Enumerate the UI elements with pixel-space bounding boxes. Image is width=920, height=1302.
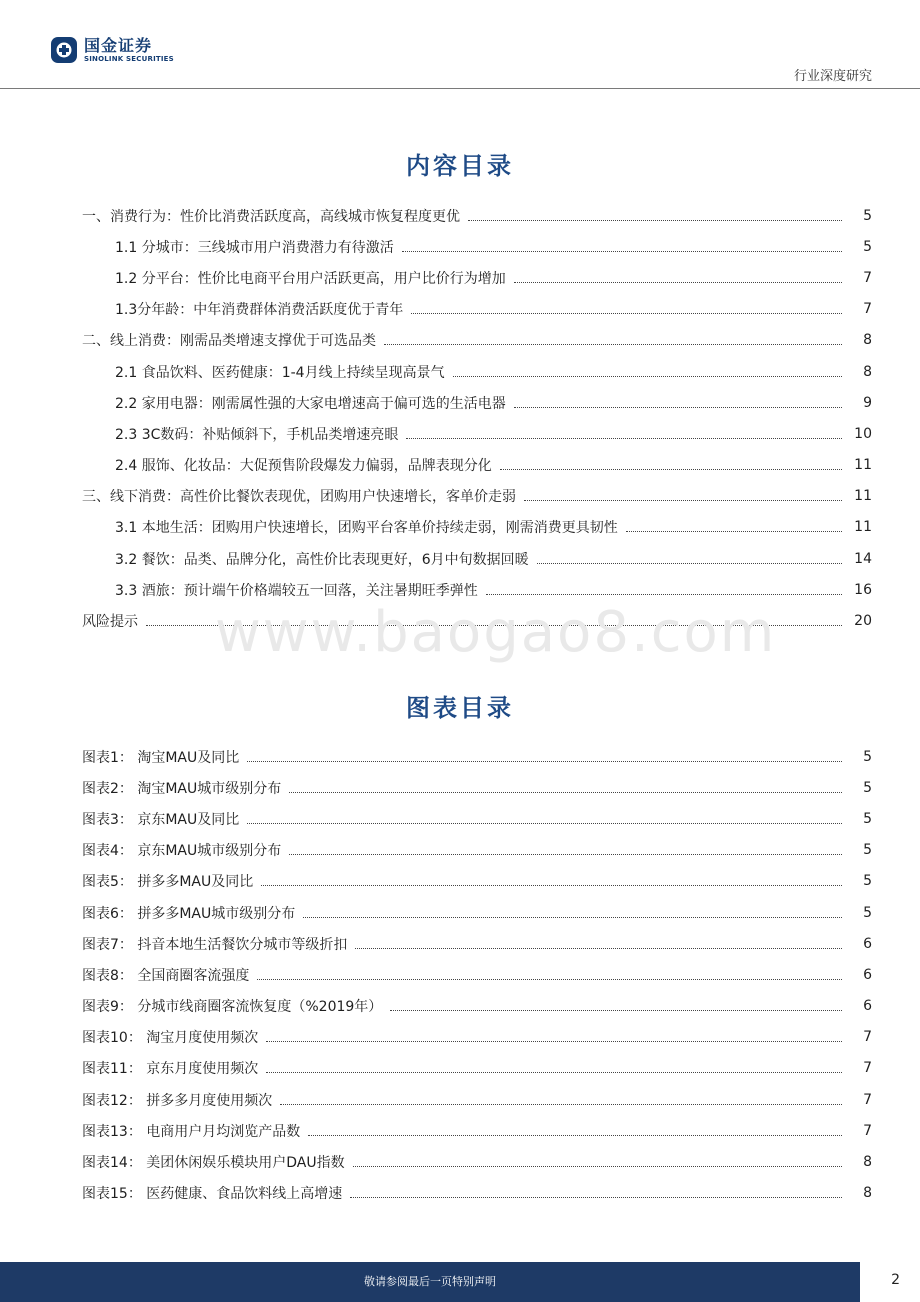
toc-entry[interactable] bbox=[82, 200, 872, 231]
toc-entry-page: 7 bbox=[863, 1060, 872, 1077]
toc-entry-label: 图表2： 淘宝MAU城市级别分布 bbox=[82, 780, 282, 797]
toc-entry-page: 5 bbox=[863, 779, 872, 796]
toc-entry-page: 8 bbox=[863, 1185, 872, 1202]
toc-entry-page: 7 bbox=[863, 1122, 872, 1139]
toc-entry[interactable] bbox=[82, 418, 872, 449]
toc-entry-label: 图表3： 京东MAU及同比 bbox=[82, 811, 240, 828]
toc-entry-label: 图表4： 京东MAU城市级别分布 bbox=[82, 843, 282, 860]
report-type-label: 行业深度研究 bbox=[793, 69, 872, 84]
toc-entry-page: 6 bbox=[863, 966, 872, 983]
toc-entry-label: 图表14： 美团休闲娱乐模块用户DAU指数 bbox=[82, 1155, 345, 1172]
toc-entry-label: 1.2 分平台：性价比电商平台用户活跃更高，用户比价行为增加 bbox=[115, 270, 506, 287]
toc-entry-page: 16 bbox=[854, 581, 872, 598]
toc-entry[interactable] bbox=[82, 387, 872, 418]
toc-entry-page: 9 bbox=[863, 394, 872, 411]
figure-entry[interactable] bbox=[82, 1053, 872, 1084]
toc-entry-label: 图表10： 淘宝月度使用频次 bbox=[82, 1030, 259, 1047]
toc-entry-label: 3.2 餐饮：品类、品牌分化，高性价比表现更好，6月中旬数据回暖 bbox=[115, 551, 529, 568]
toc-entry-page: 8 bbox=[863, 363, 872, 380]
figure-entry[interactable] bbox=[82, 1084, 872, 1115]
toc-entry[interactable] bbox=[82, 543, 872, 574]
dot-leader bbox=[280, 1103, 842, 1105]
toc-entry[interactable] bbox=[82, 294, 872, 325]
header-divider bbox=[0, 88, 920, 89]
dot-leader bbox=[524, 499, 842, 501]
figure-entry[interactable] bbox=[82, 803, 872, 834]
sinolink-logo-icon bbox=[50, 36, 78, 64]
toc-entry-label: 3.3 酒旅：预计端午价格端较五一回落，关注暑期旺季弹性 bbox=[115, 582, 478, 599]
logo-english-name: SINOLINK SECURITIES bbox=[84, 54, 174, 63]
dot-leader bbox=[500, 468, 842, 470]
toc-entry-label: 一、消费行为：性价比消费活跃度高，高线城市恢复程度更优 bbox=[82, 208, 460, 225]
dot-leader bbox=[390, 1009, 842, 1011]
toc-entry-page: 20 bbox=[854, 613, 872, 630]
toc-entry-page: 5 bbox=[863, 904, 872, 921]
toc-entry-page: 5 bbox=[863, 873, 872, 890]
figure-entry[interactable] bbox=[82, 772, 872, 803]
dot-leader bbox=[257, 978, 842, 980]
dot-leader bbox=[355, 947, 842, 949]
footer-bar bbox=[0, 1262, 860, 1302]
toc-entry-label: 图表15： 医药健康、食品饮料线上高增速 bbox=[82, 1186, 343, 1203]
dot-leader bbox=[261, 884, 842, 886]
figure-entry[interactable] bbox=[82, 835, 872, 866]
dot-leader bbox=[411, 312, 842, 314]
toc-entry-label: 二、线上消费：刚需品类增速支撑优于可选品类 bbox=[82, 333, 376, 350]
toc-entry-label: 图表13： 电商用户月均浏览产品数 bbox=[82, 1123, 301, 1140]
dot-leader bbox=[384, 343, 842, 345]
toc-entry-label: 2.2 家用电器：刚需属性强的大家电增速高于偏可选的生活电器 bbox=[115, 395, 506, 412]
toc-entry[interactable] bbox=[82, 481, 872, 512]
toc-entry-label: 图表9： 分城市线商圈客流恢复度（%2019年） bbox=[82, 999, 383, 1016]
figure-entry[interactable] bbox=[82, 959, 872, 990]
toc-entry-page: 11 bbox=[854, 519, 872, 536]
dot-leader bbox=[486, 593, 842, 595]
contents-title: 内容目录 bbox=[406, 152, 514, 180]
dot-leader bbox=[402, 250, 842, 252]
dot-leader bbox=[514, 281, 842, 283]
toc-entry-page: 5 bbox=[863, 238, 872, 255]
dot-leader bbox=[247, 760, 842, 762]
company-logo bbox=[50, 36, 174, 64]
toc-entry-page: 10 bbox=[854, 425, 872, 442]
figure-entry[interactable] bbox=[82, 866, 872, 897]
figure-entry[interactable] bbox=[82, 991, 872, 1022]
dot-leader bbox=[266, 1040, 842, 1042]
logo-chinese-name: 国金证券 bbox=[84, 35, 153, 55]
figures-list bbox=[82, 741, 872, 1209]
figures-title: 图表目录 bbox=[406, 694, 514, 722]
dot-leader bbox=[453, 375, 842, 377]
toc-entry-label: 图表11： 京东月度使用频次 bbox=[82, 1061, 259, 1078]
figure-entry[interactable] bbox=[82, 1146, 872, 1177]
toc-entry-label: 图表7： 抖音本地生活餐饮分城市等级折扣 bbox=[82, 936, 348, 953]
dot-leader bbox=[353, 1165, 842, 1167]
toc-entry-page: 7 bbox=[863, 1029, 872, 1046]
figure-entry[interactable] bbox=[82, 1115, 872, 1146]
toc-entry-page: 5 bbox=[863, 207, 872, 224]
dot-leader bbox=[626, 530, 842, 532]
toc-entry-label: 三、线下消费：高性价比餐饮表现优，团购用户快速增长，客单价走弱 bbox=[82, 489, 516, 506]
dot-leader bbox=[289, 791, 842, 793]
dot-leader bbox=[303, 916, 842, 918]
toc-entry-page: 5 bbox=[863, 748, 872, 765]
dot-leader bbox=[266, 1071, 842, 1073]
toc-entry[interactable] bbox=[82, 262, 872, 293]
toc-entry-page: 14 bbox=[854, 550, 872, 567]
toc-entry-label: 图表6： 拼多多MAU城市级别分布 bbox=[82, 905, 296, 922]
page-number: 2 bbox=[891, 1272, 900, 1288]
toc-entry[interactable] bbox=[82, 325, 872, 356]
toc-entry-page: 6 bbox=[863, 998, 872, 1015]
dot-leader bbox=[289, 853, 842, 855]
toc-entry-page: 6 bbox=[863, 935, 872, 952]
figure-entry[interactable] bbox=[82, 1022, 872, 1053]
toc-entry-page: 8 bbox=[863, 1154, 872, 1171]
toc-entry-label: 3.1 本地生活：团购用户快速增长，团购平台客单价持续走弱，刚需消费更具韧性 bbox=[115, 520, 618, 537]
dot-leader bbox=[350, 1196, 842, 1198]
toc-entry-label: 2.3 3C数码：补贴倾斜下，手机品类增速亮眼 bbox=[115, 426, 399, 443]
toc-entry-label: 2.4 服饰、化妆品：大促预售阶段爆发力偏弱，品牌表现分化 bbox=[115, 458, 492, 475]
dot-leader bbox=[406, 437, 842, 439]
toc-entry-page: 7 bbox=[863, 269, 872, 286]
toc-entry-label: 图表12： 拼多多月度使用频次 bbox=[82, 1092, 273, 1109]
toc-entry-page: 7 bbox=[863, 301, 872, 318]
toc-entry-page: 11 bbox=[854, 488, 872, 505]
toc-entry-page: 7 bbox=[863, 1091, 872, 1108]
toc-entry[interactable] bbox=[82, 356, 872, 387]
contents-list bbox=[82, 200, 872, 637]
toc-entry[interactable] bbox=[82, 574, 872, 605]
figure-entry[interactable] bbox=[82, 1178, 872, 1209]
toc-entry-label: 1.1 分城市：三线城市用户消费潜力有待激活 bbox=[115, 239, 394, 256]
toc-entry-page: 5 bbox=[863, 842, 872, 859]
toc-entry-page: 8 bbox=[863, 332, 872, 349]
dot-leader bbox=[247, 822, 842, 824]
page-header bbox=[0, 0, 920, 92]
toc-entry[interactable] bbox=[82, 605, 872, 636]
figure-entry[interactable] bbox=[82, 741, 872, 772]
figure-entry[interactable] bbox=[82, 897, 872, 928]
toc-entry-label: 图表1： 淘宝MAU及同比 bbox=[82, 749, 240, 766]
watermark-text: www.baogao8.com bbox=[215, 600, 777, 665]
toc-entry-label: 1.3分年龄：中年消费群体消费活跃度优于青年 bbox=[115, 302, 404, 319]
toc-entry-label: 图表8： 全国商圈客流强度 bbox=[82, 967, 250, 984]
footer-notice[interactable]: 敬请参阅最后一页特别声明 bbox=[364, 1275, 496, 1288]
toc-entry[interactable] bbox=[82, 231, 872, 262]
toc-entry-label: 风险提示 bbox=[82, 614, 138, 631]
toc-entry[interactable] bbox=[82, 450, 872, 481]
dot-leader bbox=[146, 624, 842, 626]
dot-leader bbox=[514, 406, 842, 408]
dot-leader bbox=[468, 219, 842, 221]
toc-entry[interactable] bbox=[82, 512, 872, 543]
toc-entry-label: 2.1 食品饮料、医药健康：1-4月线上持续呈现高景气 bbox=[115, 364, 445, 381]
figure-entry[interactable] bbox=[82, 928, 872, 959]
toc-entry-page: 5 bbox=[863, 810, 872, 827]
dot-leader bbox=[537, 562, 842, 564]
dot-leader bbox=[308, 1134, 842, 1136]
toc-entry-page: 11 bbox=[854, 457, 872, 474]
toc-entry-label: 图表5： 拼多多MAU及同比 bbox=[82, 874, 254, 891]
